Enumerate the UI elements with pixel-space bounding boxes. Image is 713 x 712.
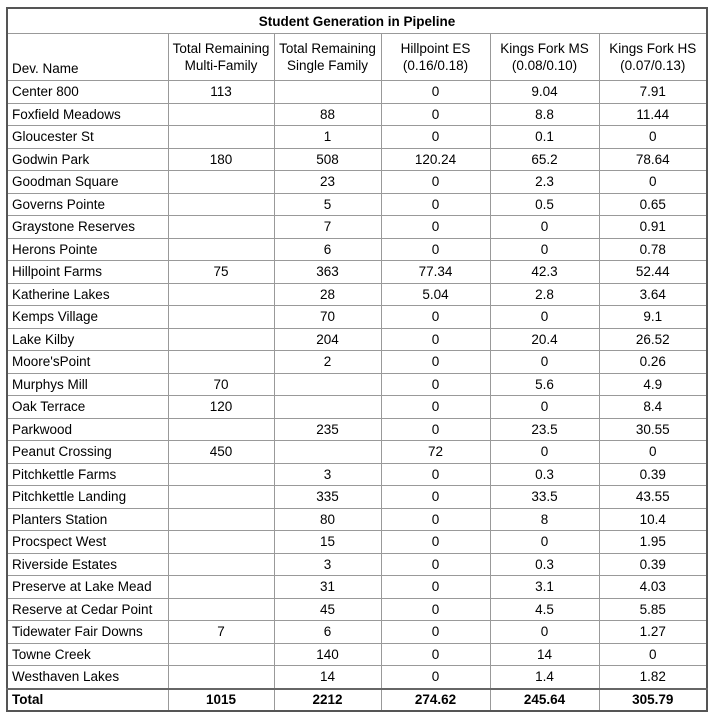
multi-family-cell: 180 [168,148,274,171]
kings-fork-ms-cell: 0.1 [490,126,599,149]
header-kings-fork-ms: Kings Fork MS (0.08/0.10) [490,34,599,81]
single-family-cell: 204 [274,328,381,351]
hillpoint-es-cell: 0 [381,643,490,666]
table-row [7,621,707,644]
single-family-cell: 70 [274,306,381,329]
table-row [7,373,707,396]
single-family-cell: 7 [274,216,381,239]
kings-fork-ms-cell: 0.3 [490,463,599,486]
kings-fork-ms-cell: 0 [490,396,599,419]
kings-fork-ms-cell: 0 [490,306,599,329]
kings-fork-hs-cell: 1.82 [599,666,707,689]
total-kings-fork-hs: 305.79 [599,689,707,711]
hillpoint-es-cell: 0 [381,238,490,261]
multi-family-cell [168,238,274,261]
table-row [7,126,707,149]
kings-fork-hs-cell: 30.55 [599,418,707,441]
header-row [7,34,707,81]
kings-fork-ms-cell: 0 [490,351,599,374]
kings-fork-hs-cell: 5.85 [599,598,707,621]
kings-fork-ms-cell: 4.5 [490,598,599,621]
single-family-cell: 363 [274,261,381,284]
dev-name-cell: Pitchkettle Farms [7,463,168,486]
single-family-cell: 235 [274,418,381,441]
single-family-cell: 14 [274,666,381,689]
kings-fork-ms-cell: 0 [490,216,599,239]
table-row [7,666,707,689]
table-row [7,306,707,329]
total-row [7,689,707,711]
dev-name-cell: Murphys Mill [7,373,168,396]
kings-fork-hs-cell: 0 [599,126,707,149]
dev-name-cell: Parkwood [7,418,168,441]
hillpoint-es-cell: 0 [381,126,490,149]
multi-family-cell [168,216,274,239]
kings-fork-ms-cell: 33.5 [490,486,599,509]
kings-fork-ms-cell: 1.4 [490,666,599,689]
hillpoint-es-cell: 72 [381,441,490,464]
hillpoint-es-cell: 0 [381,216,490,239]
multi-family-cell [168,531,274,554]
table-row [7,171,707,194]
table-row [7,216,707,239]
dev-name-cell: Procspect West [7,531,168,554]
multi-family-cell [168,576,274,599]
hillpoint-es-cell: 0 [381,666,490,689]
multi-family-cell [168,486,274,509]
dev-name-cell: Planters Station [7,508,168,531]
table-row [7,643,707,666]
table-row [7,441,707,464]
table-row [7,238,707,261]
dev-name-cell: Herons Pointe [7,238,168,261]
table-row [7,148,707,171]
kings-fork-ms-cell: 8 [490,508,599,531]
header-hillpoint-es: Hillpoint ES (0.16/0.18) [381,34,490,81]
dev-name-cell: Godwin Park [7,148,168,171]
single-family-cell: 335 [274,486,381,509]
table-row [7,553,707,576]
total-multi-family: 1015 [168,689,274,711]
kings-fork-ms-cell: 65.2 [490,148,599,171]
single-family-cell: 28 [274,283,381,306]
kings-fork-ms-cell: 3.1 [490,576,599,599]
kings-fork-hs-cell: 78.64 [599,148,707,171]
kings-fork-hs-cell: 0 [599,171,707,194]
hillpoint-es-cell: 77.34 [381,261,490,284]
multi-family-cell: 70 [168,373,274,396]
dev-name-cell: Tidewater Fair Downs [7,621,168,644]
table-row [7,351,707,374]
single-family-cell: 31 [274,576,381,599]
dev-name-cell: Oak Terrace [7,396,168,419]
table-row [7,418,707,441]
dev-name-cell: Westhaven Lakes [7,666,168,689]
single-family-cell: 6 [274,238,381,261]
kings-fork-hs-cell: 1.27 [599,621,707,644]
single-family-cell: 88 [274,103,381,126]
dev-name-cell: Graystone Reserves [7,216,168,239]
table-row [7,463,707,486]
hillpoint-es-cell: 0 [381,396,490,419]
multi-family-cell: 75 [168,261,274,284]
kings-fork-hs-cell: 0.65 [599,193,707,216]
table-row [7,396,707,419]
kings-fork-hs-cell: 26.52 [599,328,707,351]
dev-name-cell: Katherine Lakes [7,283,168,306]
single-family-cell: 5 [274,193,381,216]
table-row [7,81,707,104]
kings-fork-hs-cell: 7.91 [599,81,707,104]
multi-family-cell [168,306,274,329]
hillpoint-es-cell: 0 [381,486,490,509]
kings-fork-ms-cell: 23.5 [490,418,599,441]
hillpoint-es-cell: 0 [381,553,490,576]
kings-fork-hs-cell: 9.1 [599,306,707,329]
dev-name-cell: Riverside Estates [7,553,168,576]
single-family-cell [274,396,381,419]
dev-name-cell: Governs Pointe [7,193,168,216]
table-row [7,328,707,351]
hillpoint-es-cell: 0 [381,351,490,374]
table-row [7,508,707,531]
hillpoint-es-cell: 5.04 [381,283,490,306]
hillpoint-es-cell: 0 [381,306,490,329]
kings-fork-hs-cell: 0 [599,643,707,666]
multi-family-cell [168,643,274,666]
multi-family-cell [168,418,274,441]
single-family-cell: 2 [274,351,381,374]
table-title: Student Generation in Pipeline [7,8,707,34]
single-family-cell [274,81,381,104]
multi-family-cell [168,508,274,531]
kings-fork-ms-cell: 0.3 [490,553,599,576]
single-family-cell: 3 [274,553,381,576]
kings-fork-hs-cell: 1.95 [599,531,707,554]
dev-name-cell: Preserve at Lake Mead [7,576,168,599]
table-row [7,598,707,621]
hillpoint-es-cell: 0 [381,193,490,216]
kings-fork-hs-cell: 8.4 [599,396,707,419]
kings-fork-hs-cell: 11.44 [599,103,707,126]
kings-fork-ms-cell: 20.4 [490,328,599,351]
multi-family-cell: 450 [168,441,274,464]
total-hillpoint-es: 274.62 [381,689,490,711]
kings-fork-ms-cell: 0 [490,441,599,464]
kings-fork-hs-cell: 43.55 [599,486,707,509]
multi-family-cell [168,666,274,689]
single-family-cell: 3 [274,463,381,486]
single-family-cell [274,441,381,464]
dev-name-cell: Reserve at Cedar Point [7,598,168,621]
hillpoint-es-cell: 120.24 [381,148,490,171]
single-family-cell: 80 [274,508,381,531]
kings-fork-ms-cell: 0 [490,621,599,644]
dev-name-cell: Moore'sPoint [7,351,168,374]
multi-family-cell [168,283,274,306]
hillpoint-es-cell: 0 [381,576,490,599]
kings-fork-hs-cell: 0.91 [599,216,707,239]
kings-fork-hs-cell: 52.44 [599,261,707,284]
kings-fork-hs-cell: 0.78 [599,238,707,261]
kings-fork-hs-cell: 0.39 [599,463,707,486]
kings-fork-ms-cell: 14 [490,643,599,666]
total-single-family: 2212 [274,689,381,711]
header-dev-name: Dev. Name [7,34,168,81]
hillpoint-es-cell: 0 [381,103,490,126]
multi-family-cell [168,126,274,149]
hillpoint-es-cell: 0 [381,81,490,104]
table-row [7,261,707,284]
dev-name-cell: Peanut Crossing [7,441,168,464]
kings-fork-ms-cell: 9.04 [490,81,599,104]
dev-name-cell: Hillpoint Farms [7,261,168,284]
dev-name-cell: Pitchkettle Landing [7,486,168,509]
kings-fork-hs-cell: 4.03 [599,576,707,599]
table-row [7,576,707,599]
single-family-cell: 15 [274,531,381,554]
single-family-cell: 1 [274,126,381,149]
hillpoint-es-cell: 0 [381,373,490,396]
dev-name-cell: Goodman Square [7,171,168,194]
hillpoint-es-cell: 0 [381,171,490,194]
multi-family-cell [168,103,274,126]
multi-family-cell [168,328,274,351]
dev-name-cell: Towne Creek [7,643,168,666]
kings-fork-ms-cell: 0 [490,531,599,554]
kings-fork-ms-cell: 2.3 [490,171,599,194]
kings-fork-ms-cell: 8.8 [490,103,599,126]
header-kings-fork-hs: Kings Fork HS (0.07/0.13) [599,34,707,81]
multi-family-cell [168,598,274,621]
hillpoint-es-cell: 0 [381,621,490,644]
kings-fork-ms-cell: 0 [490,238,599,261]
single-family-cell [274,373,381,396]
kings-fork-hs-cell: 0.39 [599,553,707,576]
header-multi-family: Total Remaining Multi-Family [168,34,274,81]
multi-family-cell: 113 [168,81,274,104]
multi-family-cell: 120 [168,396,274,419]
multi-family-cell [168,351,274,374]
table-row [7,103,707,126]
multi-family-cell [168,171,274,194]
dev-name-cell: Kemps Village [7,306,168,329]
kings-fork-hs-cell: 4.9 [599,373,707,396]
hillpoint-es-cell: 0 [381,508,490,531]
kings-fork-hs-cell: 3.64 [599,283,707,306]
hillpoint-es-cell: 0 [381,531,490,554]
single-family-cell: 140 [274,643,381,666]
hillpoint-es-cell: 0 [381,598,490,621]
single-family-cell: 45 [274,598,381,621]
table-row [7,283,707,306]
table-container [6,7,708,712]
student-generation-table [6,7,708,712]
kings-fork-hs-cell: 0.26 [599,351,707,374]
single-family-cell: 508 [274,148,381,171]
multi-family-cell [168,463,274,486]
hillpoint-es-cell: 0 [381,418,490,441]
dev-name-cell: Center 800 [7,81,168,104]
total-label: Total [7,689,168,711]
kings-fork-ms-cell: 2.8 [490,283,599,306]
table-row [7,486,707,509]
hillpoint-es-cell: 0 [381,328,490,351]
single-family-cell: 6 [274,621,381,644]
kings-fork-hs-cell: 0 [599,441,707,464]
multi-family-cell [168,553,274,576]
table-row [7,193,707,216]
kings-fork-ms-cell: 42.3 [490,261,599,284]
single-family-cell: 23 [274,171,381,194]
total-kings-fork-ms: 245.64 [490,689,599,711]
kings-fork-hs-cell: 10.4 [599,508,707,531]
multi-family-cell [168,193,274,216]
dev-name-cell: Gloucester St [7,126,168,149]
table-row [7,531,707,554]
header-single-family: Total Remaining Single Family [274,34,381,81]
kings-fork-ms-cell: 0.5 [490,193,599,216]
hillpoint-es-cell: 0 [381,463,490,486]
multi-family-cell: 7 [168,621,274,644]
dev-name-cell: Foxfield Meadows [7,103,168,126]
dev-name-cell: Lake Kilby [7,328,168,351]
kings-fork-ms-cell: 5.6 [490,373,599,396]
